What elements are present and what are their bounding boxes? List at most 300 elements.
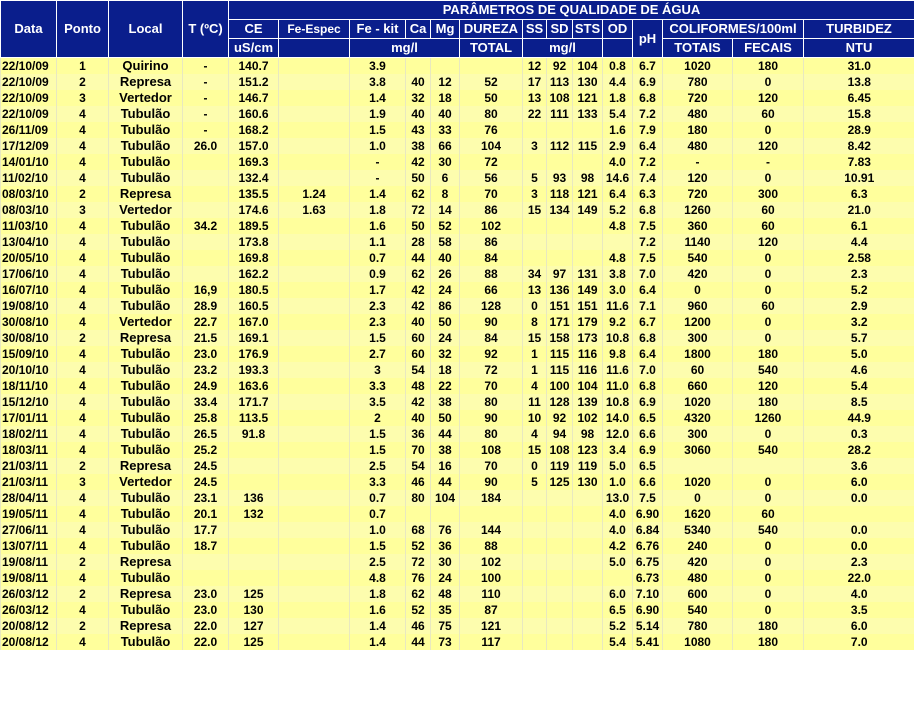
cell-turbidez: 6.0 <box>804 474 914 490</box>
cell-temp <box>183 202 229 218</box>
cell-fe-kit: 3.5 <box>350 394 406 410</box>
cell-ce: 160.6 <box>229 106 279 122</box>
cell-od: 4.0 <box>603 154 633 170</box>
cell-mg: 73 <box>431 634 460 650</box>
cell-ponto: 4 <box>57 170 109 186</box>
cell-fe-kit: 2.3 <box>350 314 406 330</box>
cell-od: 3.8 <box>603 266 633 282</box>
cell-local: Represa <box>109 554 183 570</box>
cell-ca: 44 <box>406 250 431 266</box>
cell-turbidez: 6.3 <box>804 186 914 202</box>
cell-ce: 162.2 <box>229 266 279 282</box>
cell-sts: 173 <box>573 330 603 346</box>
cell-coliformes-fecais: 60 <box>733 202 804 218</box>
cell-data: 19/05/11 <box>1 506 57 522</box>
cell-turbidez: 6.1 <box>804 218 914 234</box>
cell-ca: 52 <box>406 602 431 618</box>
cell-mg: 32 <box>431 346 460 362</box>
cell-ce <box>229 554 279 570</box>
cell-sts: 102 <box>573 410 603 426</box>
cell-temp: 22.0 <box>183 618 229 634</box>
cell-ss <box>523 618 547 634</box>
cell-coliformes-fecais: 180 <box>733 618 804 634</box>
cell-turbidez: 7.83 <box>804 154 914 170</box>
cell-sts: 131 <box>573 266 603 282</box>
cell-local: Tubulão <box>109 154 183 170</box>
cell-sd: 115 <box>547 362 573 378</box>
cell-mg: 36 <box>431 538 460 554</box>
cell-ss: 4 <box>523 378 547 394</box>
cell-coliformes-fecais: 0 <box>733 170 804 186</box>
cell-fe-espec <box>279 378 350 394</box>
cell-fe-kit: 2 <box>350 410 406 426</box>
cell-temp <box>183 250 229 266</box>
cell-coliformes-fecais: 540 <box>733 522 804 538</box>
cell-turbidez: 0.3 <box>804 426 914 442</box>
cell-fe-kit: - <box>350 154 406 170</box>
col-header-mg: Mg <box>431 20 460 39</box>
cell-data: 17/06/10 <box>1 266 57 282</box>
cell-coliformes-fecais: 0 <box>733 586 804 602</box>
cell-temp: 24.5 <box>183 474 229 490</box>
cell-coliformes-fecais: 0 <box>733 554 804 570</box>
col-header-sts: STS <box>573 20 603 39</box>
cell-sd <box>547 154 573 170</box>
cell-sts: 149 <box>573 202 603 218</box>
cell-sts <box>573 538 603 554</box>
cell-dureza: 100 <box>460 570 523 586</box>
cell-mg: 35 <box>431 602 460 618</box>
cell-coliformes-fecais: 0 <box>733 426 804 442</box>
cell-data: 15/09/10 <box>1 346 57 362</box>
cell-fe-kit: 1.6 <box>350 218 406 234</box>
cell-ph: 6.5 <box>633 410 663 426</box>
cell-ph: 7.4 <box>633 170 663 186</box>
cell-temp <box>183 170 229 186</box>
cell-temp: - <box>183 90 229 106</box>
cell-turbidez: 10.91 <box>804 170 914 186</box>
cell-fe-espec <box>279 122 350 138</box>
cell-ponto: 4 <box>57 266 109 282</box>
cell-coliformes-fecais: 0 <box>733 250 804 266</box>
cell-fe-kit: 2.5 <box>350 554 406 570</box>
cell-coliformes-totais: 780 <box>663 618 733 634</box>
cell-ce: 169.8 <box>229 250 279 266</box>
cell-od: 14.0 <box>603 410 633 426</box>
table-row <box>1 426 914 442</box>
col-header-ca: Ca <box>406 20 431 39</box>
cell-sd: 100 <box>547 378 573 394</box>
cell-ponto: 4 <box>57 346 109 362</box>
cell-ponto: 4 <box>57 122 109 138</box>
cell-coliformes-fecais: 0 <box>733 122 804 138</box>
cell-ss: 4 <box>523 426 547 442</box>
cell-od: 4.0 <box>603 522 633 538</box>
cell-sd <box>547 218 573 234</box>
cell-temp: 23.0 <box>183 602 229 618</box>
cell-local: Tubulão <box>109 442 183 458</box>
cell-fe-kit: 1.4 <box>350 90 406 106</box>
cell-mg <box>431 58 460 75</box>
cell-turbidez: 8.42 <box>804 138 914 154</box>
cell-sts <box>573 218 603 234</box>
cell-local: Vertedor <box>109 474 183 490</box>
cell-sts: 139 <box>573 394 603 410</box>
cell-local: Tubulão <box>109 426 183 442</box>
cell-local: Tubulão <box>109 490 183 506</box>
cell-fe-espec <box>279 538 350 554</box>
cell-ce: 132.4 <box>229 170 279 186</box>
cell-ponto: 4 <box>57 362 109 378</box>
cell-mg: 24 <box>431 330 460 346</box>
cell-ss: 8 <box>523 314 547 330</box>
cell-temp: 22.7 <box>183 314 229 330</box>
cell-coliformes-totais <box>663 458 733 474</box>
cell-od: 10.8 <box>603 330 633 346</box>
cell-ce: 91.8 <box>229 426 279 442</box>
cell-sts: 121 <box>573 186 603 202</box>
cell-fe-espec <box>279 346 350 362</box>
cell-dureza <box>460 506 523 522</box>
cell-ca: 54 <box>406 362 431 378</box>
cell-temp: 34.2 <box>183 218 229 234</box>
cell-data: 22/10/09 <box>1 90 57 106</box>
cell-mg: 52 <box>431 218 460 234</box>
cell-ss <box>523 538 547 554</box>
cell-ph: 7.0 <box>633 362 663 378</box>
table-row <box>1 218 914 234</box>
cell-ce: 132 <box>229 506 279 522</box>
table-row <box>1 250 914 266</box>
cell-ponto: 4 <box>57 522 109 538</box>
cell-coliformes-totais: 1620 <box>663 506 733 522</box>
cell-ca: 44 <box>406 634 431 650</box>
cell-sts: 98 <box>573 170 603 186</box>
cell-ss: 15 <box>523 442 547 458</box>
cell-turbidez: 3.5 <box>804 602 914 618</box>
cell-ph: 6.5 <box>633 458 663 474</box>
cell-sts <box>573 234 603 250</box>
col-header-temp: T (ºC) <box>183 1 229 58</box>
cell-local: Tubulão <box>109 218 183 234</box>
cell-data: 18/11/10 <box>1 378 57 394</box>
cell-fe-kit: 3 <box>350 362 406 378</box>
cell-fe-espec <box>279 250 350 266</box>
cell-turbidez: 4.4 <box>804 234 914 250</box>
cell-ph: 7.5 <box>633 250 663 266</box>
table-row <box>1 602 914 618</box>
cell-dureza: 84 <box>460 250 523 266</box>
cell-ponto: 4 <box>57 538 109 554</box>
cell-mg: 24 <box>431 282 460 298</box>
cell-od: 4.2 <box>603 538 633 554</box>
col-header-turbidez: TURBIDEZ <box>804 20 914 39</box>
cell-temp: 18.7 <box>183 538 229 554</box>
cell-data: 13/07/11 <box>1 538 57 554</box>
cell-ponto: 4 <box>57 282 109 298</box>
cell-fe-espec <box>279 410 350 426</box>
cell-mg: 38 <box>431 442 460 458</box>
cell-local: Tubulão <box>109 522 183 538</box>
cell-coliformes-totais: 1080 <box>663 634 733 650</box>
cell-od: 6.5 <box>603 602 633 618</box>
cell-ph: 7.10 <box>633 586 663 602</box>
col-header-ce-unit: uS/cm <box>229 39 279 58</box>
cell-fe-kit: 1.6 <box>350 602 406 618</box>
table-row <box>1 298 914 314</box>
cell-sd: 112 <box>547 138 573 154</box>
cell-coliformes-totais: 0 <box>663 282 733 298</box>
cell-fe-espec <box>279 170 350 186</box>
cell-ponto: 2 <box>57 330 109 346</box>
cell-fe-espec <box>279 474 350 490</box>
table-row <box>1 106 914 122</box>
cell-sts: 115 <box>573 138 603 154</box>
cell-ss: 12 <box>523 58 547 75</box>
cell-ss: 34 <box>523 266 547 282</box>
cell-fe-espec <box>279 426 350 442</box>
cell-ce <box>229 522 279 538</box>
cell-coliformes-fecais: 540 <box>733 362 804 378</box>
cell-dureza <box>460 58 523 75</box>
cell-fe-kit: 1.1 <box>350 234 406 250</box>
cell-ce <box>229 538 279 554</box>
cell-od: 4.0 <box>603 506 633 522</box>
cell-od: 13.0 <box>603 490 633 506</box>
cell-coliformes-fecais: 180 <box>733 58 804 75</box>
cell-turbidez: 31.0 <box>804 58 914 75</box>
cell-fe-espec <box>279 74 350 90</box>
cell-ca: 50 <box>406 170 431 186</box>
cell-fe-espec: 1.24 <box>279 186 350 202</box>
cell-temp: 24.5 <box>183 458 229 474</box>
cell-ss: 0 <box>523 298 547 314</box>
cell-ca: 76 <box>406 570 431 586</box>
table-row <box>1 314 914 330</box>
cell-sts: 121 <box>573 90 603 106</box>
cell-sd <box>547 554 573 570</box>
cell-data: 17/01/11 <box>1 410 57 426</box>
cell-sd <box>547 538 573 554</box>
cell-data: 20/05/10 <box>1 250 57 266</box>
cell-ponto: 4 <box>57 298 109 314</box>
cell-temp <box>183 154 229 170</box>
cell-od: 12.0 <box>603 426 633 442</box>
cell-sts: 98 <box>573 426 603 442</box>
cell-coliformes-fecais: 180 <box>733 346 804 362</box>
cell-coliformes-totais: 960 <box>663 298 733 314</box>
cell-ponto: 4 <box>57 250 109 266</box>
cell-coliformes-fecais <box>733 458 804 474</box>
cell-ca: 42 <box>406 154 431 170</box>
cell-ponto: 4 <box>57 490 109 506</box>
cell-ca: 46 <box>406 618 431 634</box>
cell-sts: 179 <box>573 314 603 330</box>
cell-sts <box>573 634 603 650</box>
col-header-fe-espec-unit <box>279 39 350 58</box>
cell-fe-kit: 1.5 <box>350 538 406 554</box>
cell-ph: 7.2 <box>633 234 663 250</box>
cell-od: 4.4 <box>603 74 633 90</box>
cell-local: Represa <box>109 618 183 634</box>
table-row <box>1 282 914 298</box>
cell-coliformes-totais: 720 <box>663 90 733 106</box>
cell-local: Tubulão <box>109 138 183 154</box>
cell-sts <box>573 250 603 266</box>
cell-ce: 176.9 <box>229 346 279 362</box>
cell-local: Tubulão <box>109 298 183 314</box>
cell-sts: 104 <box>573 58 603 75</box>
col-header-od: OD <box>603 20 633 39</box>
cell-ce: 160.5 <box>229 298 279 314</box>
cell-mg: 18 <box>431 362 460 378</box>
table-row <box>1 154 914 170</box>
cell-fe-espec <box>279 234 350 250</box>
cell-od: 5.0 <box>603 458 633 474</box>
cell-data: 19/08/11 <box>1 570 57 586</box>
cell-mg: 8 <box>431 186 460 202</box>
cell-coliformes-fecais: 0 <box>733 314 804 330</box>
cell-dureza: 86 <box>460 234 523 250</box>
cell-ca <box>406 506 431 522</box>
cell-local: Tubulão <box>109 634 183 650</box>
cell-fe-espec <box>279 506 350 522</box>
col-header-fe-kit: Fe - kit <box>350 20 406 39</box>
cell-od: 4.8 <box>603 218 633 234</box>
cell-data: 26/03/12 <box>1 602 57 618</box>
cell-fe-kit: 3.3 <box>350 378 406 394</box>
cell-ce <box>229 570 279 586</box>
col-header-fe-espec: Fe-Espec <box>279 20 350 39</box>
cell-sts: 116 <box>573 346 603 362</box>
cell-ca: 42 <box>406 394 431 410</box>
cell-sd <box>547 586 573 602</box>
col-header-ph: pH <box>633 20 663 58</box>
cell-ss: 17 <box>523 74 547 90</box>
cell-ph: 6.4 <box>633 346 663 362</box>
cell-dureza: 87 <box>460 602 523 618</box>
cell-od: 1.8 <box>603 90 633 106</box>
cell-coliformes-totais: 360 <box>663 218 733 234</box>
cell-sts <box>573 570 603 586</box>
cell-ph: 7.1 <box>633 298 663 314</box>
cell-temp: 24.9 <box>183 378 229 394</box>
cell-data: 08/03/10 <box>1 202 57 218</box>
cell-local: Tubulão <box>109 378 183 394</box>
cell-ss <box>523 634 547 650</box>
cell-turbidez: 8.5 <box>804 394 914 410</box>
cell-coliformes-fecais: 120 <box>733 378 804 394</box>
cell-coliformes-fecais: 300 <box>733 186 804 202</box>
cell-local: Represa <box>109 330 183 346</box>
cell-ca: 36 <box>406 426 431 442</box>
cell-temp <box>183 570 229 586</box>
cell-local: Tubulão <box>109 106 183 122</box>
cell-ce: 163.6 <box>229 378 279 394</box>
cell-ph: 6.8 <box>633 90 663 106</box>
table-row <box>1 522 914 538</box>
cell-od: 5.4 <box>603 634 633 650</box>
cell-sd: 108 <box>547 90 573 106</box>
cell-turbidez: 0.0 <box>804 538 914 554</box>
cell-fe-kit: 3.3 <box>350 474 406 490</box>
col-header-ponto: Ponto <box>57 1 109 58</box>
cell-coliformes-fecais: 0 <box>733 570 804 586</box>
cell-local: Tubulão <box>109 346 183 362</box>
cell-coliformes-fecais: 0 <box>733 74 804 90</box>
cell-sts: 123 <box>573 442 603 458</box>
cell-fe-kit: 0.7 <box>350 506 406 522</box>
cell-temp: 23.0 <box>183 346 229 362</box>
cell-dureza: 80 <box>460 426 523 442</box>
cell-fe-espec <box>279 554 350 570</box>
cell-fe-kit: 1.4 <box>350 618 406 634</box>
cell-od: 11.0 <box>603 378 633 394</box>
cell-ce: 125 <box>229 634 279 650</box>
cell-temp: 23.2 <box>183 362 229 378</box>
cell-ca: 42 <box>406 282 431 298</box>
cell-fe-kit: 0.7 <box>350 490 406 506</box>
cell-local: Tubulão <box>109 282 183 298</box>
cell-turbidez: 21.0 <box>804 202 914 218</box>
cell-ph: 6.8 <box>633 378 663 394</box>
cell-ph: 7.2 <box>633 106 663 122</box>
cell-od: 5.2 <box>603 618 633 634</box>
cell-ca: 48 <box>406 378 431 394</box>
cell-turbidez: 5.7 <box>804 330 914 346</box>
cell-ce <box>229 458 279 474</box>
cell-sd <box>547 522 573 538</box>
cell-sd: 134 <box>547 202 573 218</box>
cell-ss: 0 <box>523 458 547 474</box>
cell-turbidez: 3.6 <box>804 458 914 474</box>
cell-sts: 104 <box>573 378 603 394</box>
cell-coliformes-fecais: 1260 <box>733 410 804 426</box>
cell-fe-espec <box>279 298 350 314</box>
cell-mg: 26 <box>431 266 460 282</box>
cell-coliformes-fecais: 0 <box>733 474 804 490</box>
cell-ce: 140.7 <box>229 58 279 75</box>
table-row <box>1 490 914 506</box>
cell-sd: 125 <box>547 474 573 490</box>
cell-ponto: 2 <box>57 586 109 602</box>
cell-sd: 118 <box>547 186 573 202</box>
cell-ca: 40 <box>406 410 431 426</box>
cell-od: 11.6 <box>603 362 633 378</box>
cell-mg: 14 <box>431 202 460 218</box>
table-row <box>1 586 914 602</box>
cell-ss: 3 <box>523 138 547 154</box>
cell-dureza: 70 <box>460 378 523 394</box>
cell-fe-espec <box>279 362 350 378</box>
cell-fe-kit: 2.5 <box>350 458 406 474</box>
cell-sd <box>547 634 573 650</box>
cell-ph: 6.9 <box>633 394 663 410</box>
cell-mg: 44 <box>431 426 460 442</box>
cell-od: 2.9 <box>603 138 633 154</box>
cell-ph: 6.84 <box>633 522 663 538</box>
cell-od: 1.0 <box>603 474 633 490</box>
cell-ce: 125 <box>229 586 279 602</box>
cell-fe-espec <box>279 522 350 538</box>
table-row <box>1 122 914 138</box>
cell-sts: 151 <box>573 298 603 314</box>
cell-dureza: 76 <box>460 122 523 138</box>
cell-dureza: 90 <box>460 314 523 330</box>
cell-ss: 3 <box>523 186 547 202</box>
cell-ce: 127 <box>229 618 279 634</box>
cell-coliformes-totais: 1140 <box>663 234 733 250</box>
